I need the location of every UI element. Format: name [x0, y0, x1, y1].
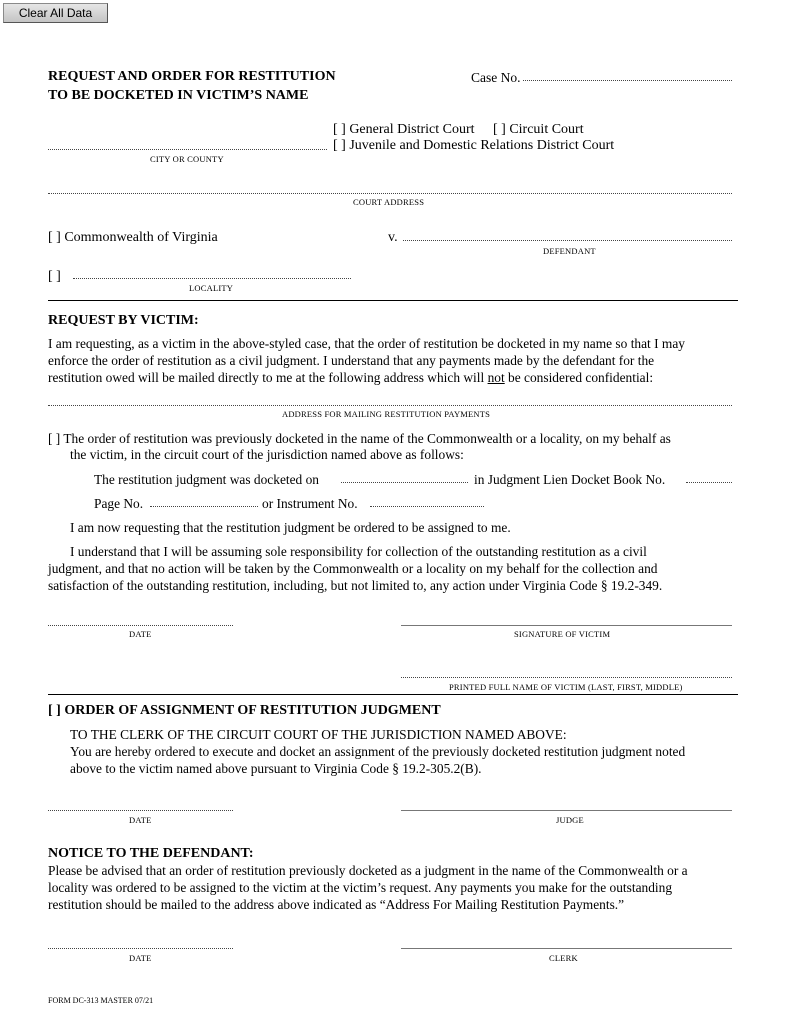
court-address-label: COURT ADDRESS: [353, 197, 425, 207]
request-paragraph-line3: restitution owed will be mailed directly to me at the following address which will not be considered confidential:: [48, 370, 654, 385]
clerk-signature-field[interactable]: [401, 948, 732, 949]
notice-heading: NOTICE TO THE DEFENDANT:: [48, 846, 254, 861]
section-divider: [48, 300, 738, 301]
order-heading-checkbox[interactable]: [ ] ORDER OF ASSIGNMENT OF RESTITUTION JUDGMENT: [48, 703, 441, 718]
jdr-court-checkbox[interactable]: [ ] Juvenile and Domestic Relations District Court: [333, 138, 615, 153]
victim-date-label: DATE: [129, 629, 152, 639]
locality-label: LOCALITY: [189, 283, 234, 293]
judge-label: JUDGE: [556, 815, 584, 825]
printed-name-field[interactable]: [401, 677, 732, 678]
victim-signature-field[interactable]: [401, 625, 732, 626]
order-line2: above to the victim named above pursuant to Virginia Code § 19.2-305.2(B).: [70, 761, 482, 776]
defendant-field[interactable]: [403, 240, 732, 241]
judge-date-field[interactable]: [48, 810, 233, 811]
circuit-court-checkbox[interactable]: [ ] Circuit Court: [493, 122, 584, 137]
clerk-date-field[interactable]: [48, 948, 233, 949]
page-no-field[interactable]: [150, 506, 258, 507]
previously-docketed-checkbox[interactable]: [ ] The order of restitution was previously docketed in the name of the Commonwealth or a locality, on my behalf as: [48, 431, 671, 446]
understand-line1: I understand that I will be assuming sole responsibility for collection of the outstanding restitution as a civil: [70, 544, 647, 559]
order-line1: You are hereby ordered to execute and docket an assignment of the previously docketed restitution judgment noted: [70, 744, 686, 759]
city-county-field[interactable]: [48, 149, 327, 150]
order-divider: [48, 694, 738, 695]
mailing-address-field[interactable]: [48, 405, 732, 406]
notice-line3: restitution should be mailed to the address above indicated as “Address For Mailing Restitution Payments.”: [48, 897, 625, 912]
notice-line1: Please be advised that an order of restitution previously docketed as a judgment in the name of the Commonwealth or a: [48, 863, 688, 878]
mailing-address-label: ADDRESS FOR MAILING RESTITUTION PAYMENTS: [282, 409, 491, 419]
court-address-field[interactable]: [48, 193, 732, 194]
form-id: FORM DC-313 MASTER 07/21: [48, 996, 154, 1005]
understand-line3: satisfaction of the outstanding restitution, including, but not limited to, any action under Virginia Code § 19.2-349.: [48, 578, 663, 593]
order-to-clerk: TO THE CLERK OF THE CIRCUIT COURT OF THE JURISDICTION NAMED ABOVE:: [70, 727, 567, 742]
victim-signature-label: SIGNATURE OF VICTIM: [514, 629, 611, 639]
clear-all-data-button[interactable]: Clear All Data: [3, 3, 108, 23]
instrument-no-field[interactable]: [370, 506, 484, 507]
versus-text: v.: [388, 230, 398, 245]
lien-book-field[interactable]: [686, 482, 732, 483]
general-district-court-checkbox[interactable]: [ ] General District Court: [333, 122, 475, 137]
page-no-label: Page No.: [94, 496, 144, 511]
clerk-label: CLERK: [549, 953, 578, 963]
locality-field[interactable]: [73, 278, 351, 279]
commonwealth-checkbox[interactable]: [ ] Commonwealth of Virginia: [48, 230, 218, 245]
request-paragraph-line2: enforce the order of restitution as a civil judgment. I understand that any payments made by the defendant for the: [48, 353, 655, 368]
defendant-label: DEFENDANT: [543, 246, 596, 256]
case-no-label: Case No.: [471, 70, 521, 85]
form-title-line2: TO BE DOCKETED IN VICTIM’S NAME: [48, 88, 309, 103]
request-paragraph-line1: I am requesting, as a victim in the above-styled case, that the order of restitution be docketed in my name so that I may: [48, 336, 685, 351]
printed-name-label: PRINTED FULL NAME OF VICTIM (LAST, FIRST, MIDDLE): [449, 682, 683, 692]
notice-line2: locality was ordered to be assigned to the victim at the victim’s request. Any payments you make for the outstanding: [48, 880, 673, 895]
assign-request-text: I am now requesting that the restitution judgment be ordered to be assigned to me.: [70, 520, 511, 535]
judge-date-label: DATE: [129, 815, 152, 825]
understand-line2: judgment, and that no action will be taken by the Commonwealth or a locality on my behalf for the collection and: [48, 561, 658, 576]
clerk-date-label: DATE: [129, 953, 152, 963]
locality-checkbox[interactable]: [ ]: [48, 269, 61, 284]
victim-date-field[interactable]: [48, 625, 233, 626]
previously-docketed-line2: the victim, in the circuit court of the jurisdiction named above as follows:: [70, 447, 464, 462]
docketed-on-label: The restitution judgment was docketed on: [94, 472, 319, 487]
docketed-on-field[interactable]: [341, 482, 468, 483]
lien-book-label: in Judgment Lien Docket Book No.: [474, 472, 666, 487]
request-heading: REQUEST BY VICTIM:: [48, 313, 199, 328]
city-county-label: CITY OR COUNTY: [150, 154, 224, 164]
form-title-line1: REQUEST AND ORDER FOR RESTITUTION: [48, 69, 336, 84]
instrument-no-label: or Instrument No.: [262, 496, 358, 511]
judge-signature-field[interactable]: [401, 810, 732, 811]
case-no-field[interactable]: [523, 80, 732, 81]
